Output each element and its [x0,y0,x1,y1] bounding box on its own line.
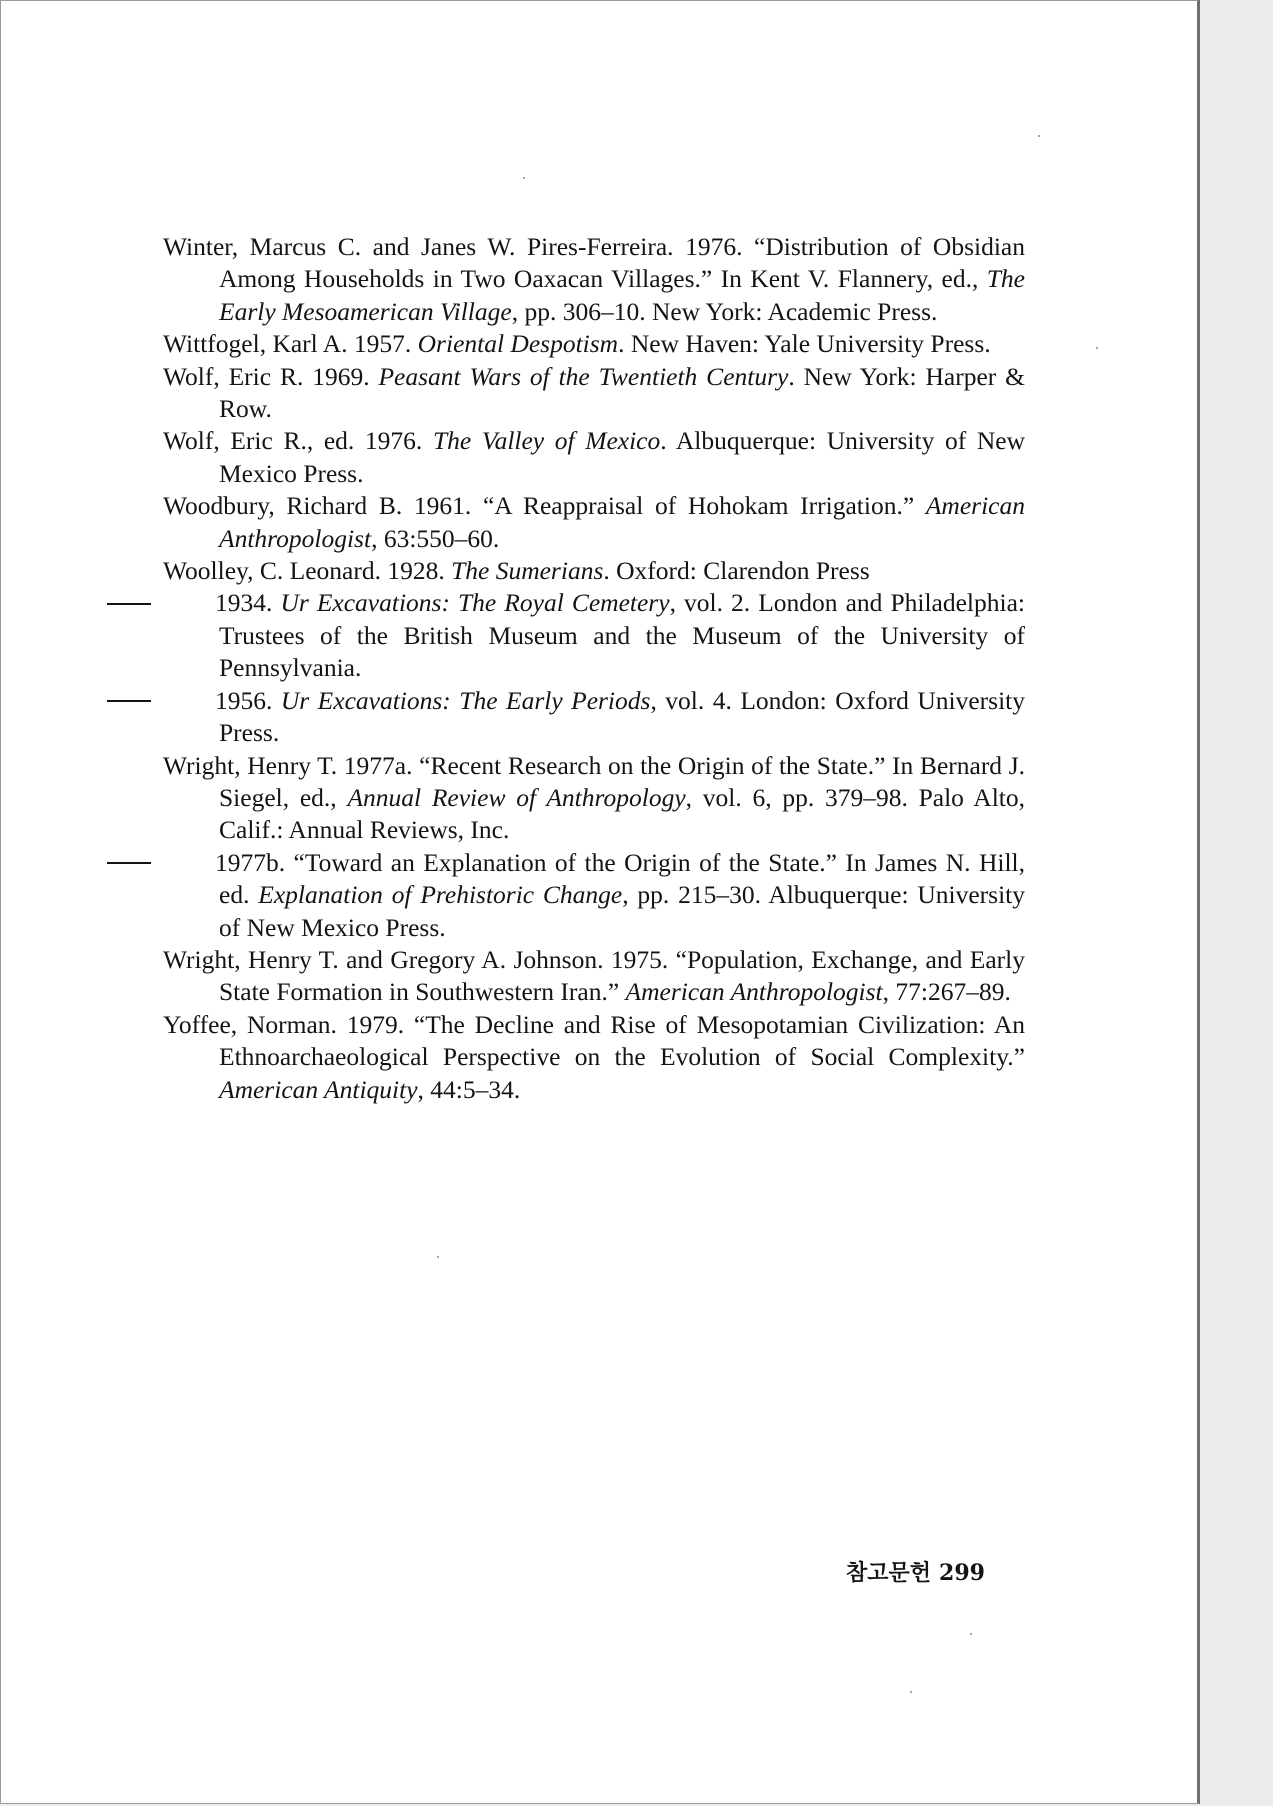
scan-speck [523,177,525,179]
scan-speck [910,1691,912,1693]
reference-title: Peasant Wars of the Twentieth Century [378,361,789,391]
reference-text: 1934. [215,588,281,618]
reference-title: The Early Mesoamerican Village [219,264,1025,326]
reference-text: , 44:5–34. [417,1074,521,1104]
reference-title: Annual Review of Anthropology [347,782,686,812]
reference-text: Wolf, Eric R. 1969. [163,361,379,391]
reference-title: Oriental Despotism [417,329,619,359]
reference-text: 1977b. “Toward an Explanation of the Origin of the State.” In James N. Hill, ed. [215,847,1025,910]
reference-text: , pp. 306–10. New York: Academic Press. [511,296,938,326]
reference-title: The Valley of Mexico [432,426,661,456]
reference-text: Wright, Henry T. and Gregory A. Johnson. 1975. “Population, Exchange, and Early State Formation in Southwestern Iran.” [163,944,1025,1007]
reference-entry [163,1009,1025,1106]
reference-text: . New Haven: Yale University Press. [618,329,991,359]
reference-entry [163,685,1025,750]
reference-title: The Sumerians [451,556,604,586]
reference-text: . New York: Harper & Row. [219,361,1025,424]
reference-text: , 63:550–60. [371,523,500,553]
reference-text: . Oxford: Clarendon Press [603,556,870,586]
section-label: 참고문헌 [846,1560,932,1586]
reference-text: Winter, Marcus C. and Janes W. Pires-Ferreira. 1976. “Distribution of Obsidian Among Households in Two Oaxacan Villages.” In Kent V. Flannery, ed., [163,232,1025,294]
reference-entry [163,555,1025,587]
scan-speck [970,1633,972,1635]
reference-title: Explanation of Prehistoric Change [258,880,623,910]
reference-title: American Antiquity [219,1074,418,1104]
reference-text: , pp. 215–30. Albuquerque: University of New Mexico Press. [219,880,1025,942]
reference-title: American Anthropologist [625,977,883,1007]
reference-entry [163,328,1025,360]
reference-text: Wolf, Eric R., ed. 1976. [163,426,433,456]
reference-entry [163,944,1025,1009]
reference-title: Ur Excavations: The Royal Cemetery [280,588,670,618]
page-footer [846,1556,985,1587]
scan-speck [1096,347,1098,349]
reference-title: Ur Excavations: The Early Periods [280,685,651,715]
reference-text: , vol. 2. London and Philadelphia: Trustees of the British Museum and the Museum of the University of Pennsylvania. [219,588,1026,683]
same-author-dash [163,685,215,717]
reference-entry [163,587,1025,684]
scan-speck [1038,135,1040,137]
reference-text: Woolley, C. Leonard. 1928. [163,556,452,586]
reference-text: , vol. 4. London: Oxford University Press. [219,685,1026,748]
same-author-dash [163,587,215,619]
reference-text: Yoffee, Norman. 1979. “The Decline and Rise of Mesopotamian Civilization: An Ethnoarchaeological Perspective on the Evolution of Social Complexity.” [163,1009,1025,1072]
reference-entry [163,361,1025,426]
reference-entry [163,490,1025,555]
reference-entry [163,231,1025,328]
reference-entry [163,847,1025,944]
reference-text: Wright, Henry T. 1977a. “Recent Research on the Origin of the State.” In Bernard J. Siegel, ed., [163,750,1025,812]
reference-entry [163,750,1025,847]
same-author-dash [163,847,215,879]
reference-text: Wittfogel, Karl A. 1957. [163,329,418,359]
reference-entry [163,425,1025,490]
reference-text: , 77:267–89. [882,977,1011,1007]
reference-text: , vol. 6, pp. 379–98. Palo Alto, Calif.: Annual Reviews, Inc. [219,782,1025,845]
reference-title: American Anthropologist [219,491,1025,553]
scan-speck [437,1256,439,1258]
page-number: 299 [939,1560,985,1586]
reference-text: 1956. [215,685,281,715]
reference-text: Woodbury, Richard B. 1961. “A Reappraisal of Hohokam Irrigation.” [163,491,926,521]
reference-text: . Albuquerque: University of New Mexico Press. [219,426,1025,488]
reference-list [163,231,1025,1106]
